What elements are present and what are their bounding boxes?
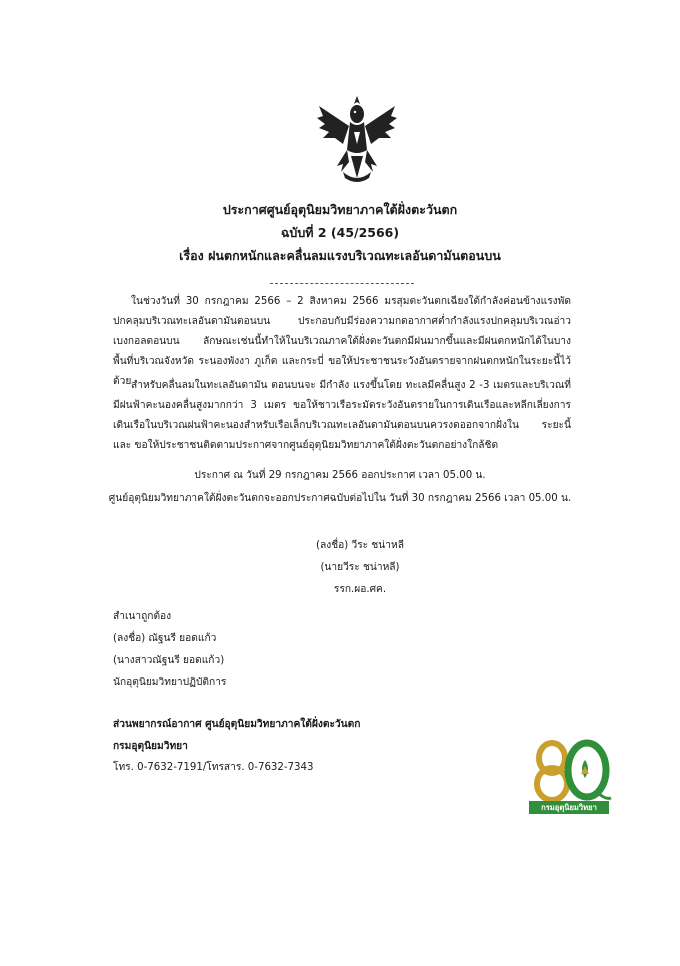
announcement-subject: เรื่อง ฝนตกหนักและคลื่นลมแรงบริเวณทะเลอันดามันตอนบน <box>179 248 501 263</box>
title-divider <box>270 283 414 284</box>
signature-signed: (ลงชื่อ) วีระ ชน่าหลี <box>316 540 404 551</box>
footer-department: กรมอุตุนิยมวิทยา <box>113 741 188 752</box>
body-paragraph-2-text: สำหรับคลื่นลมในทะเลอันดามัน ตอนบนจะ มีกำลัง แรงขึ้นโดย ทะเลมีคลื่นสูง 2 -3 เมตรและบริเวณที่มีฝนฟ้าคะนองคลื่นสูงมากกว่า 3 เมตร ขอให้ชาวเรือระมัดระวังอันตรายในการเดินเรือและหลีกเลี่ยงการเดินเรือในบริเวณฝนฟ้าคะนองสำหรับเรือเล็กบริเวณทะเลอันดามันตอนบนควรงดออกจากฝั่งใน ระยะนี้ และ ขอให้ประชาชนติดตามประกาศจากศูนย์อุตุนิยมวิทยาภาคใต้ฝั่งตะวันตกอย่างใกล้ชิด <box>113 380 571 451</box>
body-paragraph-2 <box>113 376 571 456</box>
signature-name: (นายวีระ ชน่าหลี) <box>320 562 400 573</box>
next-issue-line: ศูนย์อุตุนิยมวิทยาภาคใต้ฝั่งตะวันตกจะออกประกาศฉบับต่อไปใน วันที่ 30 กรกฎาคม 2566 เวลา 05.00 น. <box>108 493 572 504</box>
certified-position: นักอุตุนิยมวิทยาปฏิบัติการ <box>113 677 227 688</box>
certified-signed: (ลงชื่อ) ณัฐนรี ยอดแก้ว <box>113 633 217 644</box>
footer-contact: โทร. 0-7632-7191/โทรสาร. 0-7632-7343 <box>113 762 314 773</box>
logo-department-label: กรมอุตุนิยมวิทยา <box>529 801 609 814</box>
certified-name: (นางสาวณัฐนรี ยอดแก้ว) <box>113 655 225 666</box>
announcement-title: ประกาศศูนย์อุตุนิยมวิทยาภาคใต้ฝั่งตะวันตก <box>222 202 458 217</box>
garuda-emblem-icon <box>313 92 401 188</box>
announcement-issue-number: ฉบับที่ 2 (45/2566) <box>280 225 400 240</box>
body-paragraph-1-text: ในช่วงวันที่ 30 กรกฎาคม 2566 – 2 สิงหาคม 2566 มรสุมตะวันตกเฉียงใต้กำลังค่อนข้างแรงพัดปกคลุมบริเวณทะเลอันดามันตอนบน ประกอบกับมีร่องความกดอากาศต่ำกำลังแรงปกคลุมบริเวณอ่าวเบงกอลตอนบน ลักษณะเช่นนี้ทำให้ในบริเวณภาคใต้ฝั่งตะวันตกมีฝนมากขึ้นและมีฝนตกหนักได้ในบางพื้นที่บริเวณจังหวัด ระนองพังงา ภูเก็ต และกระบี่ ขอให้ประชาชนระวังอันตรายจากฝนตกหนักในระยะนี้ไว้ด้วย <box>113 296 571 387</box>
footer-unit: ส่วนพยากรณ์อากาศ ศูนย์อุตุนิยมวิทยาภาคใต้ฝั่งตะวันตก <box>113 719 361 730</box>
signature-position: รรก.ผอ.ศค. <box>333 584 387 595</box>
issued-date-line: ประกาศ ณ วันที่ 29 กรกฎาคม 2566 ออกประกาศ เวลา 05.00 น. <box>194 470 486 481</box>
certified-label: สำเนาถูกต้อง <box>113 611 172 622</box>
